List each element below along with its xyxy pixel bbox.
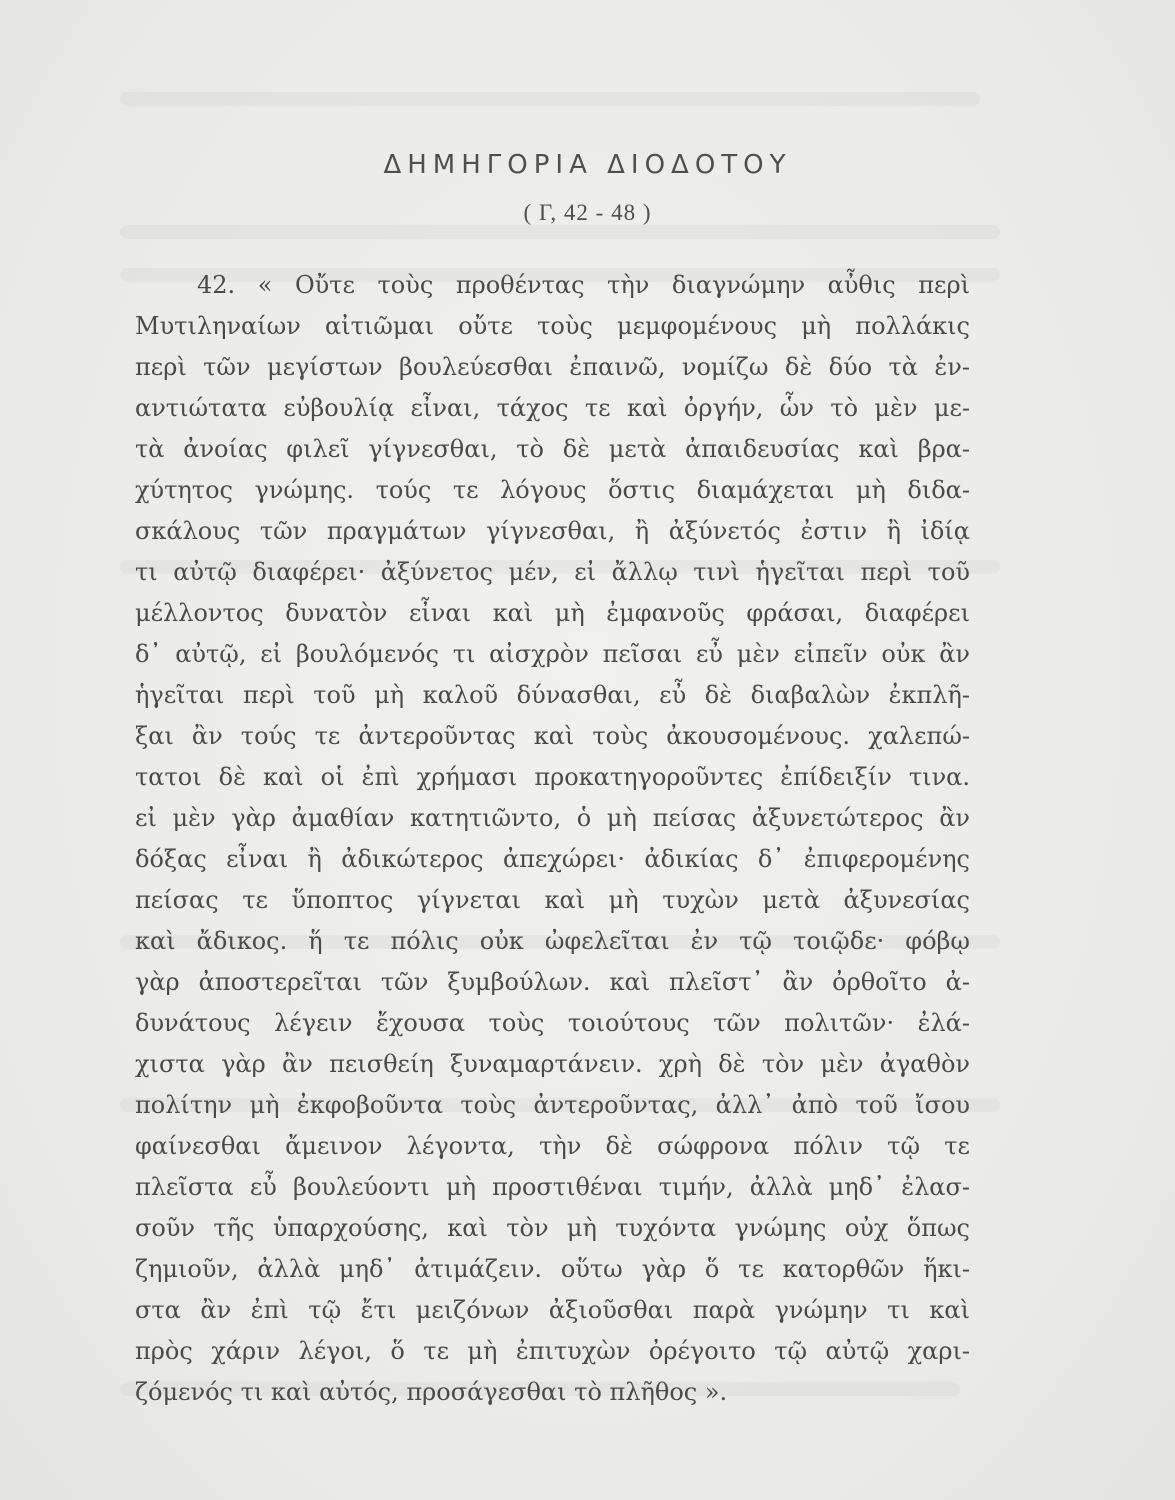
text-line: χύτητος γνώμης. τούς τε λόγους ὅστις διαμάχεται μὴ διδα- — [135, 476, 970, 504]
bleed-through-line — [120, 92, 980, 106]
text-line: δόξας εἶναι ἢ ἀδικώτερος ἀπεχώρει· ἀδικίας δ᾽ ἐπιφερομένης — [135, 845, 970, 873]
chapter-reference: ( Γ, 42 - 48 ) — [523, 200, 652, 225]
text-line: μέλλοντος δυνατὸν εἶναι καὶ μὴ ἐμφανοῦς φράσαι, διαφέρει — [135, 599, 970, 627]
text-line: αντιώτατα εὐβουλίᾳ εἶναι, τάχος τε καὶ ὀργήν, ὧν τὸ μὲν με- — [135, 394, 970, 422]
text-line: στα ἂν ἐπὶ τῷ ἔτι μειζόνων ἀξιοῦσθαι παρὰ γνώμην τι καὶ — [135, 1296, 970, 1324]
text-line: πείσας τε ὕποπτος γίγνεται καὶ μὴ τυχὼν μετὰ ἀξυνεσίας — [135, 886, 970, 914]
text-line: ζόμενός τι καὶ αὐτός, προσάγεσθαι τὸ πλῆθος ». — [135, 1378, 728, 1406]
text-line: δ᾽ αὐτῷ, εἰ βουλόμενός τι αἰσχρὸν πεῖσαι εὖ μὲν εἰπεῖν οὐκ ἂν — [135, 640, 970, 668]
text-line: σκάλους τῶν πραγμάτων γίγνεσθαι, ἢ ἀξύνετός ἐστιν ἢ ἰδίᾳ — [135, 517, 970, 545]
text-line: γὰρ ἀποστερεῖται τῶν ξυμβούλων. καὶ πλεῖστ᾽ ἂν ὀρθοῖτο ἀ- — [135, 968, 970, 996]
text-line: 42. « Οὔτε τοὺς προθέντας τὴν διαγνώμην αὖθις περὶ — [197, 271, 970, 299]
text-line: ζημιοῦν, ἀλλὰ μηδ᾽ ἀτιμάζειν. οὕτω γὰρ ὅ τε κατορθῶν ἥκι- — [135, 1255, 970, 1283]
text-line: δυνάτους λέγειν ἔχουσα τοὺς τοιούτους τῶν πολιτῶν· ἐλά- — [135, 1009, 970, 1037]
text-line: ἡγεῖται περὶ τοῦ μὴ καλοῦ δύνασθαι, εὖ δὲ διαβαλὼν ἐκπλῆ- — [135, 681, 970, 709]
text-line: χιστα γὰρ ἂν πεισθείη ξυναμαρτάνειν. χρὴ δὲ τὸν μὲν ἀγαθὸν — [135, 1050, 970, 1078]
text-line: σοῦν τῆς ὑπαρχούσης, καὶ τὸν μὴ τυχόντα γνώμης οὐχ ὅπως — [135, 1214, 970, 1242]
text-line: πλεῖστα εὖ βουλεύοντι μὴ προστιθέναι τιμήν, ἀλλὰ μηδ᾽ ἐλασ- — [135, 1173, 970, 1201]
text-line: τὰ ἀνοίας φιλεῖ γίγνεσθαι, τὸ δὲ μετὰ ἀπαιδευσίας καὶ βρα- — [135, 435, 970, 463]
text-line: εἰ μὲν γὰρ ἀμαθίαν κατητιῶντο, ὁ μὴ πείσας ἀξυνετώτερος ἂν — [135, 804, 970, 832]
text-line: τατοι δὲ καὶ οἱ ἐπὶ χρήμασι προκατηγοροῦντες ἐπίδειξίν τινα. — [135, 763, 970, 791]
text-line: τι αὐτῷ διαφέρει· ἀξύνετος μέν, εἰ ἄλλῳ τινὶ ἡγεῖται περὶ τοῦ — [135, 558, 970, 586]
text-line: Μυτιληναίων αἰτιῶμαι οὔτε τοὺς μεμφομένους μὴ πολλάκις — [135, 312, 970, 340]
text-line: ξαι ἂν τούς τε ἀντεροῦντας καὶ τοὺς ἀκουσομένους. χαλεπώ- — [135, 722, 970, 750]
text-line: πρὸς χάριν λέγοι, ὅ τε μὴ ἐπιτυχὼν ὀρέγοιτο τῷ αὐτῷ χαρι- — [135, 1337, 970, 1365]
text-line: φαίνεσθαι ἄμεινον λέγοντα, τὴν δὲ σώφρονα πόλιν τῷ τε — [135, 1132, 970, 1160]
text-line: πολίτην μὴ ἐκφοβοῦντα τοὺς ἀντεροῦντας, ἀλλ᾽ ἀπὸ τοῦ ἴσου — [135, 1091, 970, 1119]
page-title: ΔΗΜΗΓΟΡΙΑ ΔΙΟΔΟΤΟΥ — [383, 150, 792, 180]
text-line: καὶ ἄδικος. ἥ τε πόλις οὐκ ὠφελεῖται ἐν τῷ τοιῷδε· φόβῳ — [135, 927, 970, 955]
speech-text — [135, 265, 970, 1413]
text-line: περὶ τῶν μεγίστων βουλεύεσθαι ἐπαινῶ, νομίζω δὲ δύο τὰ ἐν- — [135, 353, 970, 381]
bleed-through-line — [120, 225, 1000, 239]
